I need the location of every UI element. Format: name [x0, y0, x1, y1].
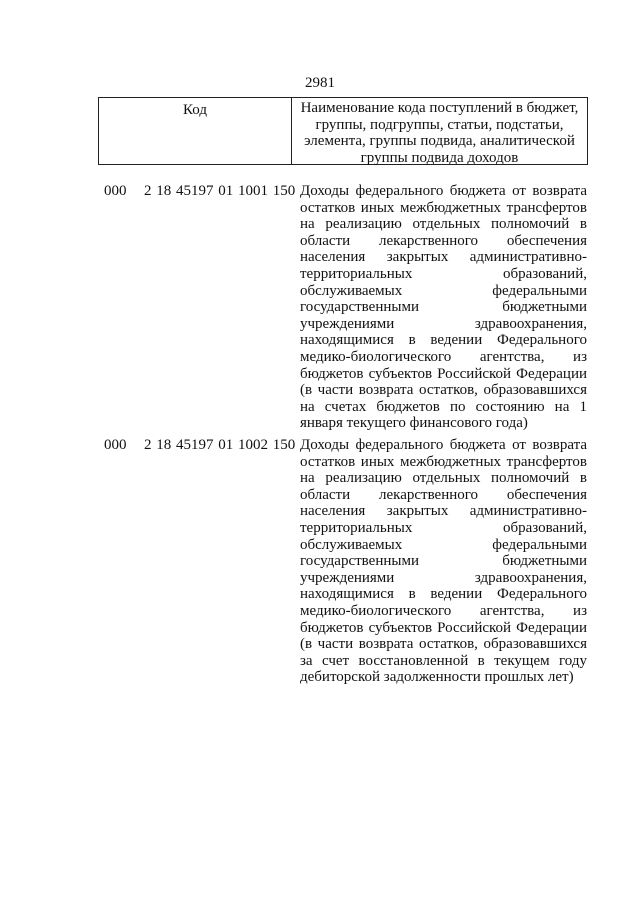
header-name-label: Наименование кода поступлений в бюджет, группы, подгруппы, статьи, подстатьи, элемента, группы подвида, аналитической группы подвида доходов [300, 100, 579, 166]
row-admin-code: 000 [104, 437, 127, 453]
row-admin-code: 000 [104, 183, 127, 199]
header-code-label: Код [99, 98, 292, 164]
table-header [98, 97, 588, 165]
row-description: Доходы федерального бюджета от возврата остатков иных межбюджетных трансфертов на реализацию отдельных полномочий в области лекарственного обеспечения населения закрытых административно-территориальных образований, обслуживаемых федеральными государственными бюджетными учреждениями здравоохранения, находящимися в ведении Федерального медико-биологического агентства, из бюджетов субъектов Российской Федерации (в части возврата остатков, образовавшихся за счет восстановленной в текущем году дебиторской задолженности прошлых лет) [300, 437, 587, 686]
row-revenue-code: 2 18 45197 01 1001 150 [144, 183, 296, 199]
row-description: Доходы федерального бюджета от возврата остатков иных межбюджетных трансфертов на реализацию отдельных полномочий в области лекарственного обеспечения населения закрытых административно-территориальных образований, обслуживаемых федеральными государственными бюджетными учреждениями здравоохранения, находящимися в ведении Федерального медико-биологического агентства, из бюджетов субъектов Российской Федерации (в части возврата остатков, образовавшихся на счетах бюджетов по состоянию на 1 января текущего финансового года) [300, 183, 587, 432]
row-revenue-code: 2 18 45197 01 1002 150 [144, 437, 296, 453]
page-number: 2981 [305, 75, 335, 91]
